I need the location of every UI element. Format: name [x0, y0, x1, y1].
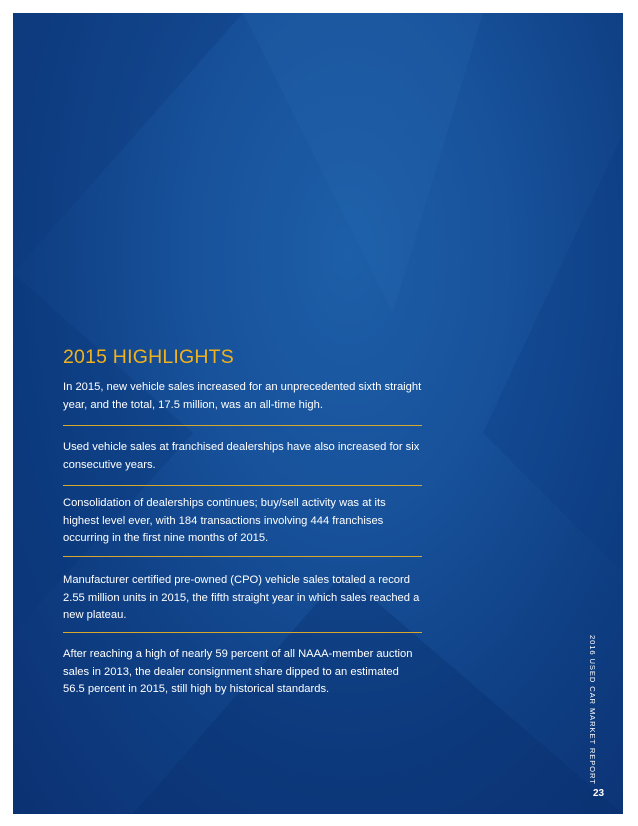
divider-4: [63, 632, 422, 633]
divider-3: [63, 556, 422, 557]
divider-2: [63, 485, 422, 486]
facet-right: [483, 133, 623, 573]
divider-1: [63, 425, 422, 426]
highlight-item-1: In 2015, new vehicle sales increased for an unprecedented sixth straight year, and the total, 17.5 million, was an all-time high.: [63, 381, 422, 411]
facet-upper-left: [13, 13, 243, 273]
report-name-vertical: 2016 USED CAR MARKET REPORT: [588, 635, 597, 785]
report-page: [13, 13, 623, 814]
highlights-title: 2015 HIGHLIGHTS: [63, 346, 234, 368]
highlight-item-3: Consolidation of dealerships continues; buy/sell activity was at its highest level ever, with 184 transactions involving 444 franchises occurring in the first nine months of 2015.: [63, 497, 386, 544]
highlight-item-4: Manufacturer certified pre-owned (CPO) vehicle sales totaled a record 2.55 million units in 2015, the fifth straight year in which sales reached a new plateau.: [63, 574, 420, 621]
highlight-item-5: After reaching a high of nearly 59 percent of all NAAA-member auction sales in 2013, the dealer consignment share dipped to an estimated 56.5 percent in 2015, still high by historical standards.: [63, 648, 413, 695]
highlight-item-2: Used vehicle sales at franchised dealerships have also increased for six consecutive years.: [63, 441, 420, 471]
facet-light: [243, 13, 483, 313]
page-number: 23: [593, 788, 605, 799]
